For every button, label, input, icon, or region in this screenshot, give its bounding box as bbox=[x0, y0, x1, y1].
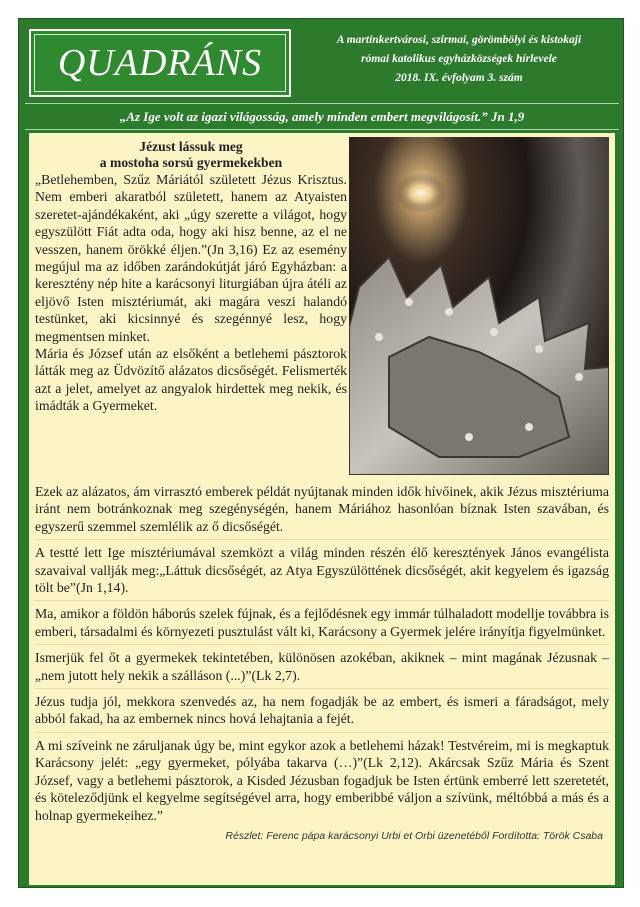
article-title: Jézust lássuk meg bbox=[139, 139, 243, 154]
paragraph-3: Ezek az alázatos, ám virrasztó emberek példát nyújtanak minden idők hívőinek, akik Jézus misztériuma iránt nem botránkoznak meg szegénységén, hanem Máriához hasonlóan bíznak Isten szavában, és egyszerű szemmel szemlélik az ő dicsőségét. bbox=[35, 484, 609, 534]
paragraph-4: A testté lett Ige misztériumával szemközt a világ minden részén élő keresztények János evangélista szavaival vallják meg:„Láttuk dicsőségét, az Atya Egyszülöttének dicsőségét, akit kegyelem és igazság tölt be”(Jn 1,14). bbox=[35, 539, 609, 596]
paragraph-8: A mi szíveink ne záruljanak úgy be, mint egykor azok a betlehemi házak! Testvéreim, mi is megkaptuk Karácsony jelét: „egy gyermeket, pólyába takarva (…)”(Lk 2,12). Akárcsak Szűz Mária és Szent József, vagy a betlehemi pásztorok, a Kisded Jézusban fogadjuk be Isten értünk emberré lett szeretetét, és köteleződjünk el kegyelme segítségével arra, hogy emberibbé váljon a szívünk, méltóbbá a más és a holnap gyermekeihez.” bbox=[35, 732, 609, 824]
logo-text: QUADRÁNS bbox=[57, 42, 263, 84]
silver-star-image bbox=[349, 137, 609, 475]
grotto-star-photo bbox=[349, 137, 609, 475]
paragraph-6: Ismerjük fel őt a gyermekek tekintetében, különösen azokéban, akiknek – mint magának Jézusnak – „nem jutott hely nekik a szálláson (...)”(Lk 2,7). bbox=[35, 644, 609, 684]
divider-top bbox=[25, 103, 619, 104]
logo-box bbox=[29, 29, 291, 97]
newsletter-page bbox=[18, 18, 624, 888]
article-left-column bbox=[35, 139, 347, 415]
paragraph-5: Ma, amikor a földön háborús szelek fújnak, és a fejlődésnek egy immár túlhaladott modellje továbbra is emberi, társadalmi és környezeti pusztulást vált ki, Karácsony a Gyermek jelére irányítja figyelmünket. bbox=[35, 600, 609, 640]
article-full-width bbox=[35, 483, 609, 845]
credit-line: Részlet: Ferenc pápa karácsonyi Urbi et Orbi üzenetéből Fordította: Török Csaba bbox=[225, 829, 603, 842]
bible-quote: „Az Ige volt az igazi világosság, amely minden embert megvilágosít.” Jn 1,9 bbox=[119, 109, 525, 124]
paragraph-2: Mária és József után az elsőként a betlehemi pásztorok látták meg az Üdvözítő alázatos dicsőségét. Felismerték azt a jelet, amelyet az angyalok hirdettek meg nekik, és imádták a Gyermeket. bbox=[35, 346, 347, 414]
paragraph-1: „Betlehemben, Szűz Máriától született Jézus Krisztus. Nem emberi akaratból született, hanem az Atyaisten szeretet-ajándékaként, aki „úgy szerette a világot, hogy egyszülött Fiát adta oda, hogy aki hisz benne, az el ne vesszen, hanem örökké éljen.”(Jn 3,16) Ez az esemény megújul ma az időben zarándokútját járó Egyházban: a keresztény nép hite a karácsonyi liturgiában újra átéli az eljövő Isten misztériumát, aki magára veszi halandó testünket, aki kicsinnyé és szegénnyé lesz, hogy megmentsen minket. bbox=[35, 172, 347, 344]
masthead-line-2: római katolikus egyházközségek hírlevele bbox=[361, 53, 557, 65]
paragraph-7: Jézus tudja jól, mekkora szenvedés az, ha nem fogadják be az embert, és ismeri a fáradságot, mely abból fakad, ha az embernek nincs hová lehajtania a fejét. bbox=[35, 688, 609, 728]
masthead-line-1: A martinkertvárosi, szirmai, görömbölyi és kistokaji bbox=[336, 34, 582, 46]
divider-bottom bbox=[25, 129, 619, 130]
article-area bbox=[29, 133, 615, 885]
masthead-info bbox=[301, 31, 617, 88]
masthead-line-3: 2018. IX. évfolyam 3. szám bbox=[395, 72, 523, 84]
article-subtitle: a mostoha sorsú gyermekekben bbox=[99, 155, 283, 170]
